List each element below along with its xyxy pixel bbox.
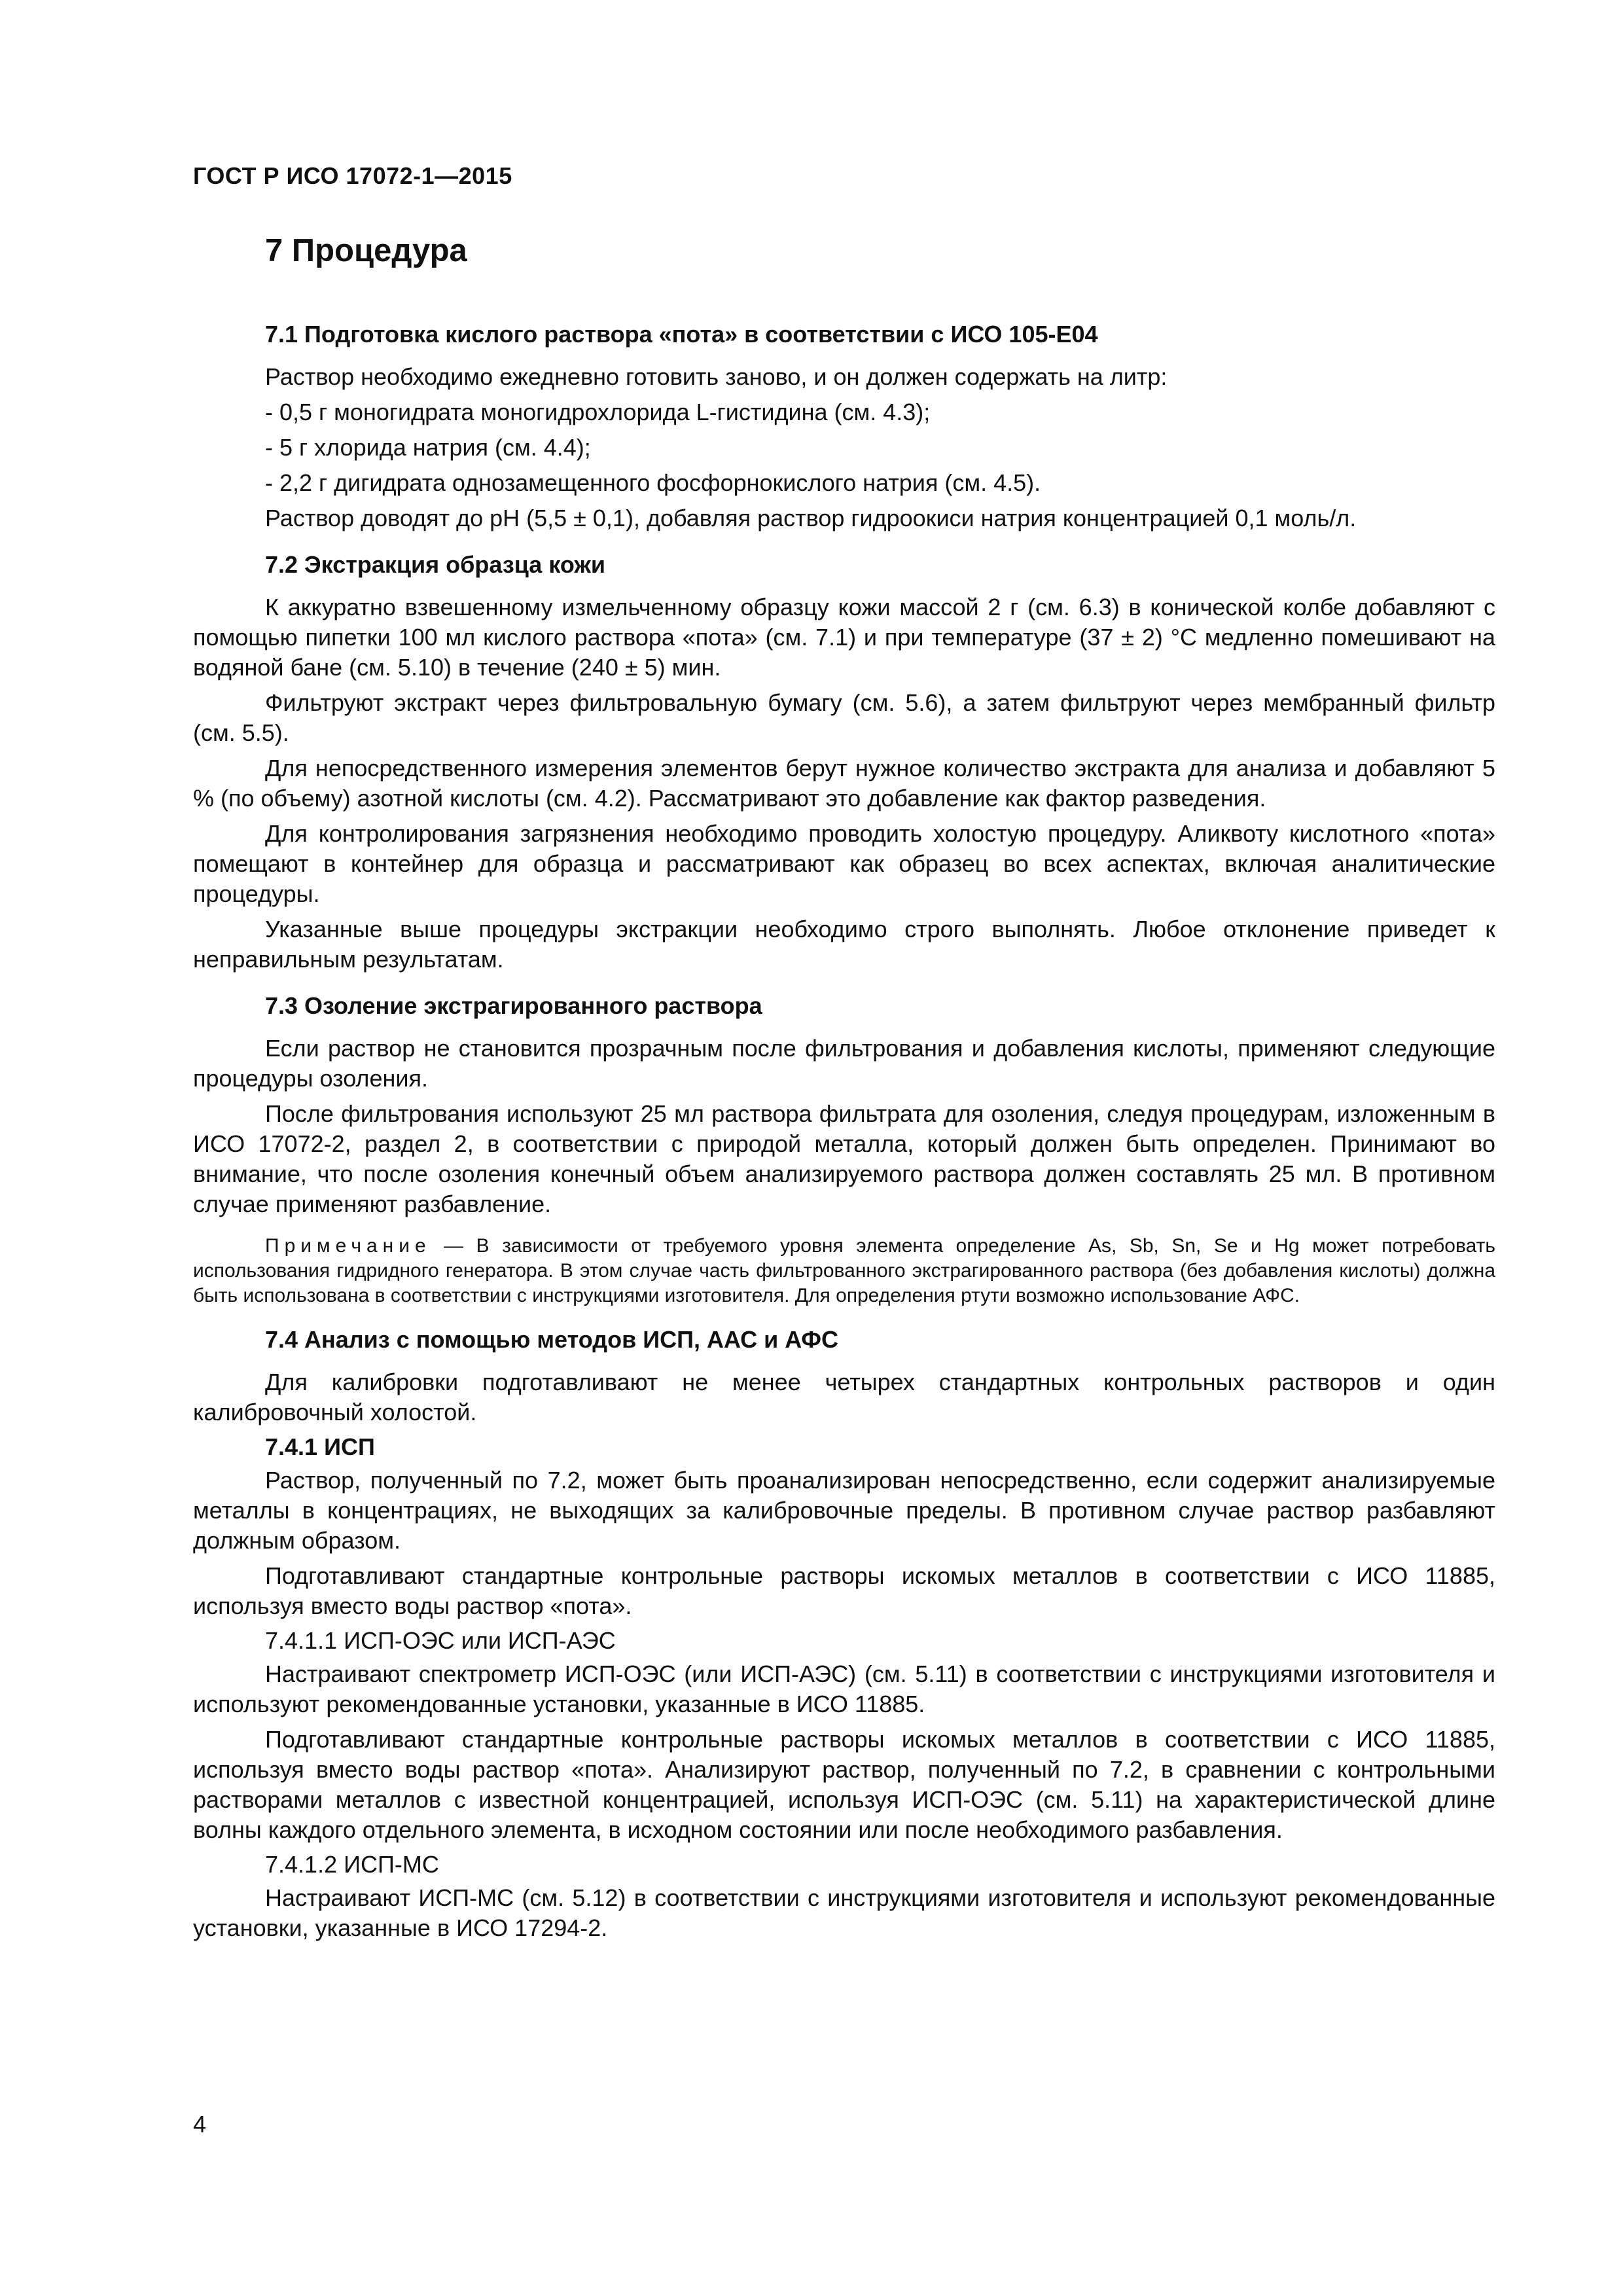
heading-7-1: 7.1 Подготовка кислого раствора «пота» в соответствии с ИСО 105-Е04	[265, 321, 1098, 348]
paragraph: Для непосредственного измерения элементов берут нужное количество экстракта для анализа и добавляют 5 % (по объему) азотной кислоты (см. 4.2). Рассматривают это добавление как фактор разведения.	[193, 755, 1495, 812]
paragraph: Настраивают ИСП-МС (см. 5.12) в соответствии с инструкциями изготовителя и используют рекомендованные установки, указанные в ИСО 17294-2.	[193, 1884, 1495, 1941]
paragraph: Подготавливают стандартные контрольные растворы искомых металлов в соответствии с ИСО 11885, используя вместо воды раствор «пота».	[193, 1562, 1495, 1619]
paragraph: Для контролирования загрязнения необходимо проводить холостую процедуру. Аликвоту кислотного «пота» помещают в контейнер для образца и рассматривают как образец во всех аспектах, включая аналитические процедуры.	[193, 820, 1495, 907]
paragraph: После фильтрования используют 25 мл раствора фильтрата для озоления, следуя процедурам, изложенным в ИСО 17072-2, раздел 2, в соответствии с природой металла, который должен быть определен. Принимают во внимание, что после озоления конечный объем анализируемого раствора должен составлять 25 мл. В противном случае применяют разбавление.	[193, 1100, 1495, 1217]
paragraph: Фильтруют экстракт через фильтровальную бумагу (см. 5.6), а затем фильтруют через мембранный фильтр (см. 5.5).	[193, 689, 1495, 746]
paragraph: Указанные выше процедуры экстракции необходимо строго выполнять. Любое отклонение приведет к неправильным результатам.	[193, 916, 1495, 973]
heading-7-2: 7.2 Экстракция образца кожи	[265, 551, 606, 578]
heading-7-3: 7.3 Озоление экстрагированного раствора	[265, 992, 762, 1019]
paragraph: Подготавливают стандартные контрольные растворы искомых металлов в соответствии с ИСО 11885, используя вместо воды раствор «пота». Анализируют раствор, полученный по 7.2, в сравнении с контрольными растворами металлов с известной концентрацией, используя ИСП-ОЭС (см. 5.11) на характеристической длине волны каждого отдельного элемента, в исходном состоянии или после необходимого разбавления.	[193, 1726, 1495, 1843]
heading-7-4-1: 7.4.1 ИСП	[265, 1433, 375, 1460]
page-number: 4	[193, 2111, 207, 2138]
note	[193, 1234, 1495, 1308]
paragraph: Настраивают спектрометр ИСП-ОЭС (или ИСП-АЭС) (см. 5.11) в соответствии с инструкциями изготовителя и используют рекомендованные установки, указанные в ИСО 11885.	[193, 1660, 1495, 1717]
section-title: 7 Процедура	[265, 233, 467, 268]
document-header: ГОСТ Р ИСО 17072-1—2015	[193, 162, 512, 189]
heading-7-4: 7.4 Анализ с помощью методов ИСП, ААС и АФС	[265, 1326, 839, 1353]
list-item: - 0,5 г моногидрата моногидрохлорида L-гистидина (см. 4.3);	[265, 399, 931, 425]
paragraph: Раствор необходимо ежедневно готовить заново, и он должен содержать на литр:	[265, 363, 1168, 390]
paragraph: Для калибровки подготавливают не менее четырех стандартных контрольных растворов и один калибровочный холостой.	[193, 1369, 1495, 1426]
heading-7-4-1-1: 7.4.1.1 ИСП-ОЭС или ИСП-АЭС	[265, 1627, 616, 1654]
note-text: — В зависимости от требуемого уровня элемента определение As, Sb, Sn, Se и Hg может потребовать использования гидридного генератора. В этом случае часть фильтрованного экстрагированного раствора (без добавления кислоты) должна быть использована в соответствии с инструкциями изготовителя. Для определения ртути возможно использование АФС.	[193, 1235, 1495, 1306]
list-item: - 2,2 г дигидрата однозамещенного фосфорнокислого натрия (см. 4.5).	[265, 469, 1041, 496]
note-label: Примечание	[265, 1235, 431, 1257]
paragraph: К аккуратно взвешенному измельченному образцу кожи массой 2 г (см. 6.3) в конической колбе добавляют с помощью пипетки 100 мл кислого раствора «пота» (см. 7.1) и при температуре (37 ± 2) °С медленно помешивают на водяной бане (см. 5.10) в течение (240 ± 5) мин.	[193, 594, 1495, 681]
heading-7-4-1-2: 7.4.1.2 ИСП-МС	[265, 1851, 439, 1878]
paragraph: Раствор доводят до pH (5,5 ± 0,1), добавляя раствор гидроокиси натрия концентрацией 0,1 моль/л.	[265, 505, 1357, 531]
page-content	[193, 232, 1495, 1948]
paragraph: Раствор, полученный по 7.2, может быть проанализирован непосредственно, если содержит анализируемые металлы в концентрациях, не выходящих за калибровочные пределы. В противном случае раствор разбавляют должным образом.	[193, 1467, 1495, 1554]
list-item: - 5 г хлорида натрия (см. 4.4);	[265, 434, 591, 461]
paragraph: Если раствор не становится прозрачным после фильтрования и добавления кислоты, применяют следующие процедуры озоления.	[193, 1035, 1495, 1092]
